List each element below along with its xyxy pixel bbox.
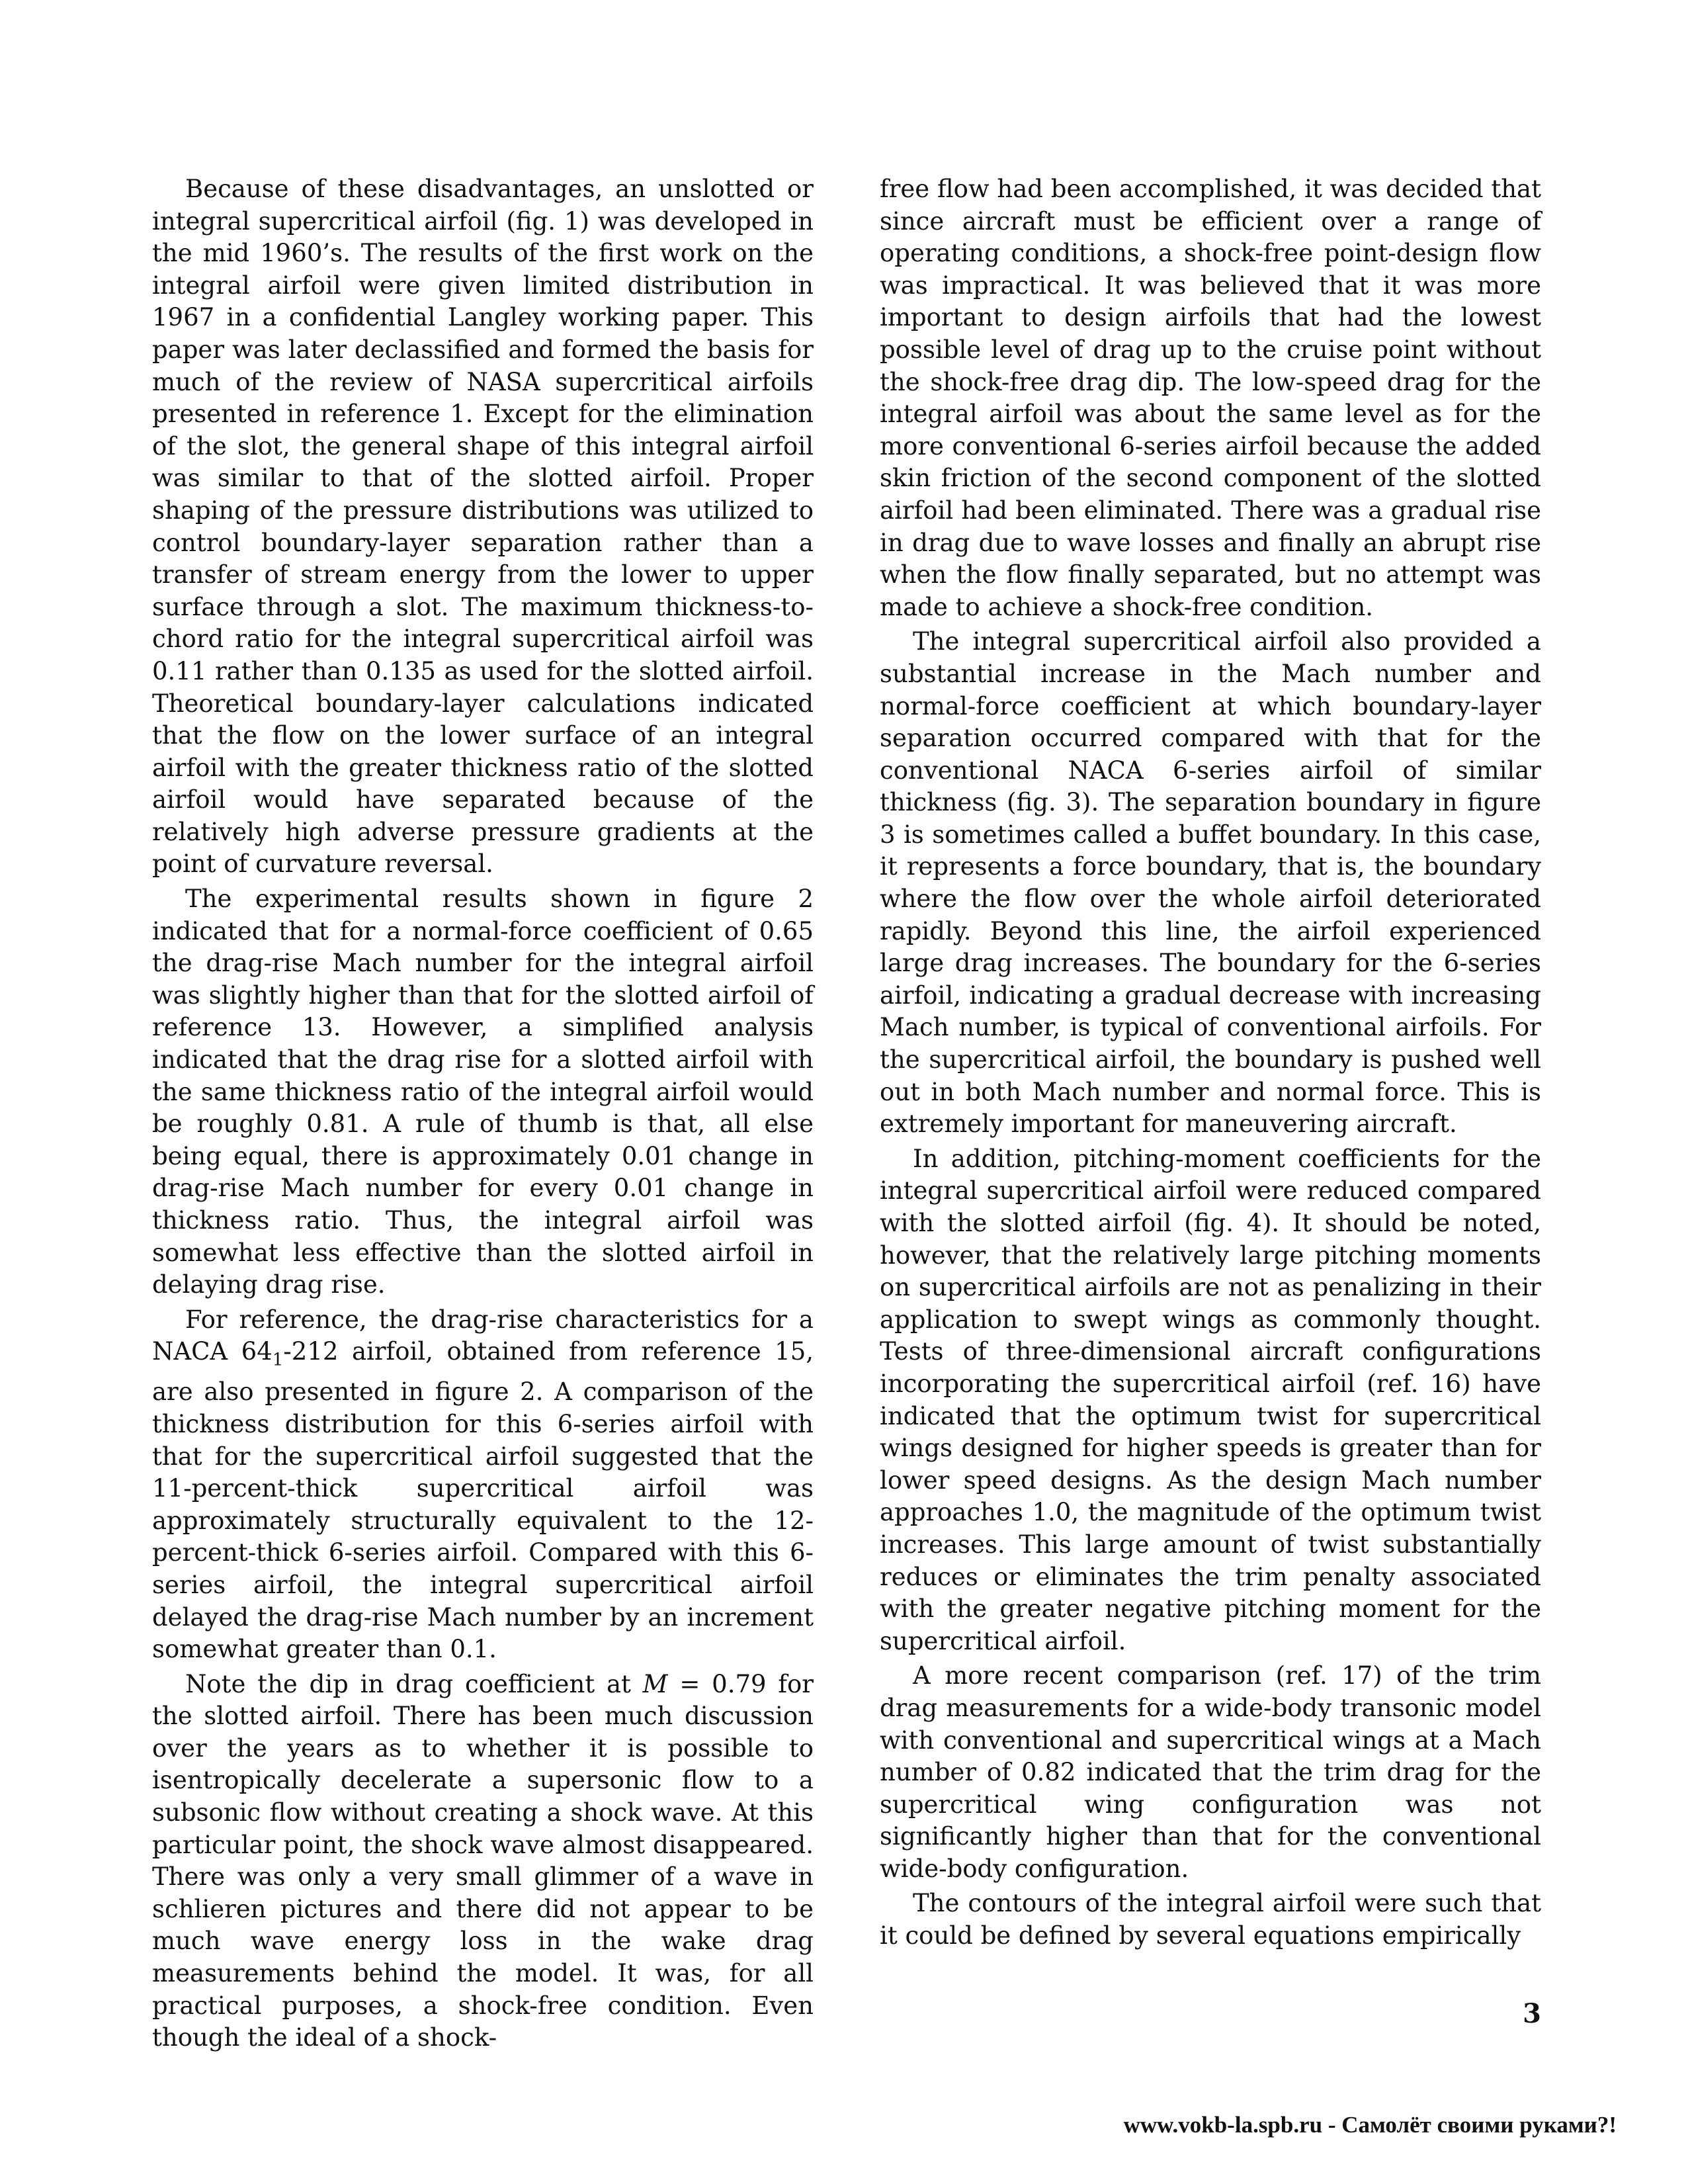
right-paragraph-4: A more recent comparison (ref. 17) of the trim drag measurements for a wide-body transonic model with conventional and supercritical wings at a Mach number of 0.82 indicated that the trim drag for the supercritical wing configuration was not significantly higher than that for the conventional wide-body configuration. — [880, 1661, 1541, 1883]
right-paragraph-3: In addition, pitching-moment coefficients for the integral supercritical airfoil were reduced compared with the slotted airfoil (fig. 4). It should be noted, however, that the relatively large pitching moments on supercritical airfoils are not as penalizing in their application to swept wings as commonly thought. Tests of three-dimensional aircraft configurations incorporating the supercritical airfoil (ref. 16) have indicated that the optimum twist for supercritical wings designed for higher speeds is greater than for lower speed designs. As the design Mach number approaches 1.0, the magnitude of the optimum twist increases. This large amount of twist substantially reduces or eliminates the trim penalty associated with the greater negative pitching moment for the supercritical airfoil. — [880, 1144, 1541, 1655]
left-paragraph-4-start: Note the dip in drag coefficient at — [185, 1669, 643, 1698]
right-paragraph-2: The integral supercritical airfoil also provided a substantial increase in the Mach number and normal-force coefficient at which boundary-layer separation occurred compared with that for the conventional NACA 6-series airfoil of similar thickness (fig. 3). The separation boundary in figure 3 is sometimes called a buffet boundary. In this case, it represents a force boundary, that is, the boundary where the flow over the whole airfoil deteriorated rapidly. Beyond this line, the airfoil experienced large drag increases. The boundary for the 6-series airfoil, indicating a gradual decrease with increasing Mach number, is typical of conventional airfoils. For the supercritical airfoil, the boundary is pushed well out in both Mach number and normal force. This is extremely important for maneuvering aircraft. — [880, 627, 1541, 1139]
left-column — [152, 173, 814, 2054]
left-paragraph-3-start: For reference, the drag-rise characteristics for a NACA 64 — [152, 1305, 814, 1366]
left-paragraph-3 — [152, 1304, 814, 1666]
right-paragraph-5: The contours of the integral airfoil were such that it could be defined by several equations empirically — [880, 1889, 1541, 1950]
right-column — [880, 173, 1541, 1952]
left-paragraph-4-end: = 0.79 for the slotted airfoil. There has been much discussion over the years as to whether it is possible to isentropically decelerate a supersonic flow to a subsonic flow without creating a shock wave. At this particular point, the shock wave almost disappeared. There was only a very small glimmer of a wave in schlieren pictures and there did not appear to be much wave energy loss in the wake drag measurements behind the model. It was, for all practical purposes, a shock-free condition. Even though the ideal of a shock- — [152, 1669, 814, 2052]
left-paragraph-2: The experimental results shown in figure 2 indicated that for a normal-force coefficient of 0.65 the drag-rise Mach number for the integral airfoil was slightly higher than that for the slotted airfoil of reference 13. However, a simplified analysis indicated that the drag rise for a slotted airfoil with the same thickness ratio of the integral airfoil would be roughly 0.81. A rule of thumb is that, all else being equal, there is approximately 0.01 change in drag-rise Mach number for every 0.01 change in thickness ratio. Thus, the integral airfoil was somewhat less effective than the slotted airfoil in delaying drag rise. — [152, 885, 814, 1299]
footer-credit: www.vokb-la.spb.ru - Самолёт своими руками?! — [1123, 2112, 1617, 2138]
mach-variable: M — [642, 1669, 668, 1698]
airfoil-subscript: 1 — [272, 1350, 284, 1370]
page-number: 3 — [1523, 1998, 1541, 2029]
left-paragraph-1: Because of these disadvantages, an unslotted or integral supercritical airfoil (fig. 1) was developed in the mid 1960’s. The results of the first work on the integral airfoil were given limited distribution in 1967 in a confidential Langley working paper. This paper was later declassified and formed the basis for much of the review of NASA supercritical airfoils presented in reference 1. Except for the elimination of the slot, the general shape of this integral airfoil was similar to that of the slotted airfoil. Proper shaping of the pressure distributions was utilized to control boundary-layer separation rather than a transfer of stream energy from the lower to upper surface through a slot. The maximum thickness-to-chord ratio for the integral supercritical airfoil was 0.11 rather than 0.135 as used for the slotted airfoil. Theoretical boundary-layer calculations indicated that the flow on the lower surface of an integral airfoil with the greater thickness ratio of the slotted airfoil would have separated because of the relatively high adverse pressure gradients at the point of curvature reversal. — [152, 175, 814, 879]
left-paragraph-3-end: -212 airfoil, obtained from reference 15, are also presented in figure 2. A comparison of the thickness distribution for this 6-series airfoil with that for the supercritical airfoil suggested that the 11-percent-thick supercritical airfoil was approximately structurally equivalent to the 12-percent-thick 6-series airfoil. Compared with this 6-series airfoil, the integral supercritical airfoil delayed the drag-rise Mach number by an increment somewhat greater than 0.1. — [152, 1337, 814, 1664]
left-paragraph-4 — [152, 1669, 814, 2054]
right-paragraph-continuation: free flow had been accomplished, it was decided that since aircraft must be efficient over a range of operating conditions, a shock-free point-design flow was impractical. It was believed that it was more important to design airfoils that had the lowest possible level of drag up to the cruise point without the shock-free drag dip. The low-speed drag for the integral airfoil was about the same level as for the more conventional 6-series airfoil because the added skin friction of the second component of the slotted airfoil had been eliminated. There was a gradual rise in drag due to wave losses and finally an abrupt rise when the flow finally separated, but no attempt was made to achieve a shock-free condition. — [880, 175, 1541, 621]
